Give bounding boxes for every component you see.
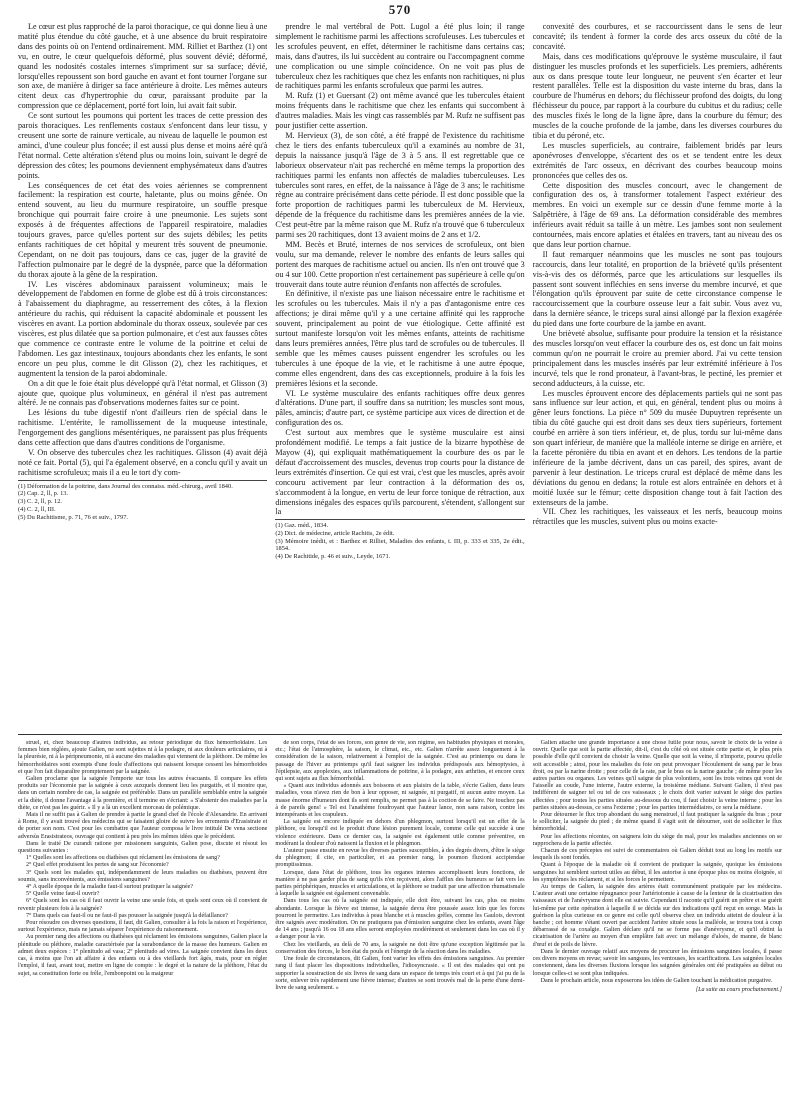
paragraph: Pour détourner le flux trop abondant du sang menstruel, il faut pratiquer la saignée du bras ; pour le solliciter, la saignée du pied ; de même quand il s'agit soit de détourner, soit de solliciter le flux hémorrhoïdal. [532,812,782,833]
paragraph: 6° Quels sont les cas où il faut ouvrir la veine une seule fois, et quels sont ceux où il convient de revenir plusieurs fois à la saignée? [18,898,268,912]
footnote: (3) Mémoire inédit, et : Barthez et Rilliet, Maladies des enfants, t. III, p. 333 et 335, 2e édit., 1854. [275,537,525,553]
paragraph: M. Rufz (1) et Guersant (2) ont même avancé que les tubercules étaient moins fréquents dans le rachitisme que chez les enfants qui succombent à d'autres maladies. Mais les vingt cas rassemblés par M. Rufz ne suffisent pas pour justifier cette assertion. [275,91,525,131]
upper-col2-footnotes [275,519,524,561]
lower-col3-body [533,740,782,985]
footnote: (4) De Rachitide, p. 46 et suiv., Leyde, 1671. [275,553,391,561]
paragraph: La saignée est encore indiquée en dehors d'un phlegmon, surtout lorsqu'il est un effet de la pléthore, ou lorsqu'il est le produit d'une lésion purement locale, comme celle qui succède à une violence extérieure. Dans ce dernier cas, la saignée est également utile comme préventive, en modérant la douleur d'où naissent la fluxion et le phlegmon. [275,819,525,847]
lower-column-3 [533,740,782,1090]
upper-column-1 [18,22,267,730]
paragraph: Cette disposition des muscles concourt, avec le changement de configuration des os, à transformer totalement l'aspect extérieur des membres. En voici un exemple sur ce dessin d'une femme morte à la Salpêtrière, à l'âge de 69 ans. La déformation considérable des membres inférieurs avait réduit sa taille à un mètre. Les jambes sont non seulement contournées, mais encore aplaties et étalées en travers, tant au niveau des os que dans leur portion charnue. [532,180,782,249]
paragraph: Dans le prochain article, nous exposerons les idées de Galien touchant la médication purgative. [540,977,773,984]
upper-article [18,22,782,730]
paragraph: Les conséquences de cet état des voies aériennes se comprennent facilement: la respiration est courte, haletante, plus ou moins gênée. On entend souvent, au lieu du murmure respiratoire, un souffle presque bronchique qui pourrait faire croire à une pneumonie. Les sujets sont exposés à de fréquentes affections de l'appareil respiratoire, maladies toujours graves, parce qu'elles portent sur des sujets débiles; les petits enfants rachitiques de cet hôpital y meurent très souvent de pneumonie. Cependant, on ne doit pas toujours, dans ce cas, juger de la gravité de l'affection pulmonaire par le degré de la dyspnée, parce que la déformation du thorax ajoute à la gêne de la respiration. [18,180,268,279]
paragraph: Chez les vieillards, au delà de 70 ans, la saignée ne doit être qu'une exception légitimée par la conservation des forces, le bon état du pouls et l'énergie de la réaction dans les maladies. [275,941,525,955]
paragraph: Dans tous les cas où la saignée est indiquée, elle doit être, suivant les cas, plus ou moins abondante. Lorsque la fièvre est intense, la saignée devra être poussée assez loin que les forces pourront le permettre. Les individus à peau blanche et à muscles grêles, comme les Gaulois, devront être saignés avec modération. On ne pratiquera pas d'émission sanguine chez les enfants, avant l'âge de 14 ans ; jusqu'à 16 ou 18 ans elles seront employées modérément et seulement dans les cas où il y a danger pour la vie. [275,898,525,941]
lower-col2-body [275,740,524,992]
continuation-note: [La suite au cours prochainement.] [695,986,782,993]
paragraph: Dans le traité De curandi ratione per missionem sanguinis, Galien pose, discute et résout les questions suivantes : [18,840,268,855]
paragraph: Une brièveté absolue, suffisante pour produire la tension et la résistance des muscles lorsqu'on veut effacer la courbure des os, est donc un fait moins commun qu'on ne pourrait le croire au premier abord. J'ai vu cette tension principalement dans les muscles insérés par leur extrémité inférieure à l'os incurvé, tels que le rond pronateur, à l'avant-bras, le pectiné, les premier et second adducteurs, à la cuisse, etc. [532,329,782,388]
paragraph: Au temps de Galien, la saignée des artères était communément pratiquée par les médecins. L'auteur avait une certaine répugnance pour l'artériotomie à cause de la lenteur de la cicatrisation des vaisseaux et de l'anévrysme dont elle est suivie. Cependant il raconte qu'il guérit un prêtre et se guérit lui-même par cette opération à laquelle il se décida sur des indications qu'il reçut en songe. Mais la guérison la plus curieuse en ce genre est celle qu'il observa chez un individu atteint de douleur à la hanche ; cet homme s'étant ouvert par accident l'artère située sous la malléole, se trouva tout à coup débarrassé de sa coxalgie. Galien déclare qu'il ne se forme pas d'anévrysme, et qu'il obtint la cicatrisation de l'artère au moyen d'un emplâtre fait avec un mélange d'aloès, de manne, de blanc d'œuf et de poils de lièvre. [532,884,782,948]
paragraph: Les lésions du tube digestif n'ont d'ailleurs rien de spécial dans le rachitisme. L'entérite, le ramollissement de la muqueuse intestinale, l'engorgement des ganglions mésentériques, ne paraissent pas plus fréquents dans cette affection que dans d'autres conditions de l'organisme. [18,408,268,448]
footnote: (3) C. 2, ll, p. 12. [18,498,63,506]
paragraph: Pour les affections récentes, on saignera loin du siège du mal, pour les maladies anciennes on se rapprochera de la partie affectée. [532,833,782,847]
paragraph: L'auteur passe ensuite en revue les diverses parties susceptibles, à des degrés divers, d'être le siège du phlegmon; il cite, en particulier, et au premier rang, le poumon fluxioni accipiendae promptissimus. [275,848,525,869]
paragraph: « Quant aux individus adonnés aux boissons et aux plaisirs de la table, s'écrie Galien, dans leurs maladies, vous n'avez rien de bon à leur opposer, ni saignée, ni purgatif, ni aucun autre moyen. La masse énorme d'humeurs dont ils sont remplis, ne permet pas à la coction de se faire. Ne touchez pas à de pareils gens! » Tel est l'anathème foudroyant que l'auteur lance, non sans raison, contre les intempérants et les crapuleux. [275,783,525,819]
paragraph: M. Hervieux (3), de son côté, a été frappé de l'existence du rachitisme chez le tiers des enfants tuberculeux qu'il a examinés au nombre de 31, depuis la naissance jusqu'à l'âge de 3 à 5 ans. Il est regrettable que ce laborieux observateur n'ait pas recherché en même temps la proportion des rachitiques parmi les enfants non affectés de maladies tuberculeuses. Les tubercules sont rares, en effet, de la naissance à l'âge de 3 ans; le rachitisme règne au contraire précisément dans cette période. Il est donc possible que la forte proportion de rachitiques parmi les tuberculeux de M. Hervieux, dépende de la fréquence du rachitisme dans les premières années de la vie. C'est peut-être par la même raison que M. Rufz n'a trouvé que 6 tuberculeux parmi ses 20 rachitiques, dont 13 avaient moins de 2 ans et 1/2. [275,130,525,240]
paragraph: En définitive, il n'existe pas une liaison nécessaire entre le rachitisme et les scrofules ou les tubercules. Mais il n'y a pas d'antagonisme entre ces affections; je dirai même qu'il y a une certaine affinité qui les rapproche souvent, principalement au point de vue étiologique. Cette affinité est surtout manifeste lorsqu'on voit les mêmes enfants, atteints de rachitisme dans leurs premières années, l'être plus tard de scrofules ou de tubercules. Il semble que les mêmes causes puissent engendrer les scrofules ou les tubercules à une époque de la vie, et le rachitisme à une autre époque, comme elles engendrent, dans des cas exceptionnels, produire à la fois les premières lésions et la seconde. [275,289,525,388]
footnote: (2) Dict. de médecine, article Rachitis, 2e édit. [275,530,395,538]
upper-column-3 [533,22,782,730]
upper-col1-body [18,22,267,478]
paragraph: Le cœur est plus rapproché de la paroi thoracique, ce qui donne lieu à une matité plus étendue du côté gauche, et à une absence du bruit respiratoire dans des points où on l'entend ordinairement. MM. Rilliet et Barthez (1) ont vu, en outre, le cœur quelquefois déformé, plus souvent dévié; déformé, quand les nodosités costales internes s'impriment sur sa surface; dévié, lorsqu'elles repoussent son bord gauche en avant et font tourner l'organe sur son axe, de manière à diriger sa face antérieure à droite. Les mêmes auteurs citent deux cas d'hypertrophie du cœur, paraissant produite par la compression que ce déplacement, porté fort loin, lui avait fait subir. [18,22,268,111]
paragraph: 5° Quelle veine faut-il ouvrir? [26,891,100,898]
upper-col3-body [533,22,782,527]
page-number: 570 [388,2,412,17]
paragraph: Galien proclame que la saignée l'emporte sur tous les autres évacuants. Il compare les effets produits sur l'économie par la saignée à ceux auxquels donnent lieu les purgatifs, et il montre que, dans un certain nombre de cas, la saignée est préférable. Dans un parallèle semblable entre la saignée et la diète, il donne l'avantage à la première, et il termine en s'écriant: « S'abstenir des maladies par la diète, ce n'est pas les guérir. » Il y a là un excellent morceau de polémique. [18,776,268,811]
paragraph: MM. Becès et Bruté, internes de nos services de scrofuleux, ont bien voulu, sur ma demande, relever le nombre des enfants de leurs salles qui portent des marques de rachitisme actuel ou ancien. Ils n'en ont trouvé que 3 ou 4 sur 100. Cette proportion n'est certainement pas supérieure à celle qu'on trouverait dans toute autre réunion d'enfants non affectés de scrofules. [275,239,525,289]
paragraph: 7° Dans quels cas faut-il ou ne faut-il pas pousser la saignée jusqu'à la défaillance? [26,912,228,919]
paragraph: Au premier rang des affections ou diathèses qui réclament les émissions sanguines, Galien place la plénitude ou pléthore, maladie caractérisée par la surabondance de la masse des humeurs. Galien en admet deux espèces : 1° plenitudo ad vasa; 2° plenitudo ad vires. La saignée convient dans les deux cas, à moins que l'on ait affaire à des enfants ou à des vieillards fort âgés, mais, pour en régler l'emploi, il faut, avant tout, mettre en ligne de compte : le degré et la nature de la pléthore, l'état du sujet, sa constitution forte ou frêle, l'embonpoint ou la maigreur [18,934,268,977]
paragraph: Mais, dans ces modifications qu'éprouve le système musculaire, il faut distinguer les muscles profonds et les superficiels. Les premiers, adhérents aux os dans presque toute leur longueur, ne peuvent s'en écarter et leur restent parallèles. Telle est la disposition du vaste interne du bras, dans la courbure de l'humérus en dehors; du fléchisseur profond des doigts, du long fléchisseur du pouce, par rapport à la courbure du cubitus et du radius; celle des muscles fixés le long de la ligne âpre, dans la courbure du fémur; des muscles de la couche profonde de la jambe, dans les diverses courbures du tibia et du péroné, etc. [532,51,782,140]
lower-article [18,740,782,1090]
paragraph: IV. Les viscères abdominaux paraissent volumineux; mais le développement de l'abdomen en forme de globe est dû à trois circonstances: à l'abaissement du diaphragme, au resserrement des côtes, à la flexion antérieure du rachis, qui réduisent la capacité abdominale et poussent les viscères en avant. La portion abdominale du thorax osseux, soulevée par ces viscères, est plus dilatée que sa portion pulmonaire, et c'est aux fausses côtes que commence ce contraste entre le volume de la poitrine et celui de l'abdomen. Les gaz intestinaux, toujours abondants chez les enfants, le sont encore un peu plus, comme le dit Glisson (2), chez les rachitiques, et augmentent la tension de la paroi abdominale. [18,279,268,378]
paragraph: Quant à l'époque de la maladie où il convient de pratiquer la saignée, quoique les émissions sanguines lui semblent surtout utiles au début, il les autorise à une époque plus ou moins éloignée, si les symptômes les réclament, et si les forces le permettent. [532,862,782,883]
paragraph: VI. Le système musculaire des enfants rachitiques offre deux genres d'altérations. D'une part, il souffre dans sa nutrition; les muscles sont mous, pâles, amincis; d'autre part, ce système participe aux vices de direction et de configuration des os. [275,388,525,428]
paragraph: Les muscles superficiels, au contraire, faiblement bridés par leurs aponévroses d'enveloppe, s'écartent des os et se tendent entre les deux extrémités de l'arc osseux, en décrivant des courbes beaucoup moins prononcées que celles des os. [532,140,782,180]
paragraph: V. On observe des tubercules chez les rachitiques. Glisson (4) avait déjà noté ce fait. Portal (5), qui l'a également observé, en a conclu qu'il y avait un rachitisme scrofuleux; mais il a eu le tort d'y com- [18,447,268,477]
lower-column-1 [18,740,267,1090]
paragraph: Dans le dernier ouvrage relatif aux moyens de procurer les émissions sanguines locales, il passe ces divers moyens en revue; savoir les sangsues, les ventouses, les scarifications. Les saignées locales conviennent, dans les diverses fluxions lorsque les saignées générales ont été pratiquées au début ou lorsque celles-ci se sont plus indiquées. [532,948,782,977]
upper-column-2 [275,22,524,730]
paragraph: 4° A quelle époque de la maladie faut-il surtout pratiquer la saignée? [26,884,194,891]
paragraph: Mais il ne suffit pas à Galien de prendre à partie le grand chef de l'école d'Alexandrie. En arrivant à Rome, il y avait trouvé des médecins qui se faisaient gloire de suivre les errements d'Erasistrate et de porter son nom. C'est pour les combattre que l'auteur composa le livre intitulé De vena sectione adversùs Erasistrateos, ouvrage qui contient à peu près les mêmes idées que le précédent. [18,812,268,840]
paragraph: 2° Quel effet produisent les pertes de sang sur l'économie? [26,862,169,869]
paragraph: Chacun de ces préceptes est suivi de commentaires où Galien déduit tout au long les motifs sur lesquels ils sont fondés. [532,848,782,862]
paragraph: prendre le mal vertébral de Pott. Lugol a été plus loin; il range simplement le rachitisme parmi les affections scrofuleuses. Les tubercules et les scrofules peuvent, en effet, déterminer le rachitisme dans certains cas; mais, dans d'autres, ils lui succèdent au contraire ou l'accompagnent comme une complication ou une simple coïncidence. On ne voit pas plus de tuberculeux chez les rachitiques que chez les enfants non rachitiques, ni plus de rachitiques parmi les enfants scrofuleux que parmi les autres. [275,22,525,91]
paragraph: 1° Quelles sont les affections ou diathèses qui réclament les émissions de sang? [26,855,220,862]
paragraph: Une foule de circonstances, dit Galien, font varier les effets des émissions sanguines. Au premier rang il faut placer les dispositions individuelles, l'idiosyncrasie. « Il est des malades qui ont pu supporter la soustraction de six livres de sang dans un espace de temps très court et à qui j'ai pu de la sorte, enlever très rapidement une fièvre intense; d'autres se sont trouvés mal de la perte d'une demi-livre de sang seulement. » [275,956,525,991]
footnote: (1) Gaz. méd., 1834. [275,522,329,530]
paragraph: C'est surtout aux membres que le système musculaire est ainsi profondément modifié. Le temps a fait justice de la bizarre hypothèse de Mayow (4), qui expliquait mathématiquement la courbure des os par le défaut d'accroissement des muscles, devenus trop courts pour la distance de leurs extrémités d'insertion. Ce qui est vrai, c'est que les muscles, après avoir concouru activement par leur contraction à la déformation des os, s'accommodent à la longue, en vertu de leur force tonique de rétraction, aux dimensions inégales des espaces qu'ils parcourent, s'étendent, s'allongent sur la [275,428,525,517]
paragraph: Lorsque, dans l'état de pléthore, tous les organes internes accomplissent leurs fonctions, de manière à ne pas garder plus de sang qu'ils n'en reçoivent, alors l'afflux des humeurs se fait vers les parties périphériques, muscles et articulations, et la pléthore se traduit par une affection rhumatismale à laquelle la saignée est également convenable. [275,869,525,898]
lower-column-2 [275,740,524,1090]
upper-col1-footnotes [18,480,267,522]
paragraph: Galien attache une grande importance à une chose futile pour nous, savoir le choix de la veine à ouvrir. Quelle que soit la partie affectée, dit-il, c'est du côté où est située cette partie et, le plus près possible d'elle qu'il convient de choisir la veine. Quelle que soit la veine, il n'importe, pourvu qu'elle soit accessible ; ainsi, pour les maladies du foie on peut provoquer l'écoulement de sang par le bras droit, ou par la narine droite ; pour celle de la rate, par le bras ou la narine gauche ; de même pour les autres parties ou organes. Les veines qu'il saigne de plus volontiers, sont les trois veines qui vont de l'aisselle au coude, l'une interne, l'autre externe, la troisième médiane. Suivant Galien, il n'est pas indifférent de saigner tel ou tel de ces vaisseaux ; le choix doit varier suivant le siège des parties affectées ; pour toutes les parties situées au-dessous du cou, il faut choisir la veine interne ; pour les parties situées au-dessus, ce sera l'externe ; pour les parties intermédiaires, ce sera la médiane. [532,740,782,811]
upper-col2-body [275,22,524,517]
paragraph: struel, et, chez beaucoup d'autres individus, au retour périodique du flux hémorrhoïdaire. Les femmes bien réglées, ajoute Galien, ne sont sujettes ni à la podagre, ni aux douleurs articulaires, ni à la pleurésie, ni à la péripneumonie, ni à aucune des maladies qui viennent de la pléthore. De même les hémorrhoïdaires sont exempts d'une foule d'affections qui naissent lorsque cessent les hémorrhoïdes et que l'on fait disparaître promptement par la saignée. [18,740,268,775]
paragraph: convexité des courbures, et se raccourcissent dans le sens de leur concavité; ils tendent à former la corde des arcs osseux du côté de la concavité. [532,22,782,51]
footnote: (2) Cap. 2, ll, p. 13. [18,490,69,498]
paragraph: VII. Chez les rachitiques, les vaisseaux et les nerfs, beaucoup moins rétractiles que les muscles, suivent plus ou moins exacte- [532,507,782,527]
paragraph: Pour résoudre ces diverses questions, il faut, dit Galien, consulter à la fois la raison et l'expérience, surtout l'expérience, mais ne jamais séparer l'expérience du raisonnement. [18,920,268,934]
paragraph: Ce sont surtout les poumons qui portent les traces de cette pression des parois thoraciques. Les renflements costaux s'enfoncent dans leur tissu, y creusent une sorte de rainure verticale, au niveau de laquelle le poumon est aminci, d'une couleur plus foncée; il est aussi plus dense et moins aéré qu'à l'état normal. Cette altération s'étend plus ou moins loin, suivant le degré de dépression des côtes; les poumons deviennent emphysémateux dans d'autres points. [18,111,268,180]
footnote: (4) C. 2, ll, III. [18,505,56,513]
lower-col1-body [18,740,267,978]
footnote: (5) Du Rachitisme, p. 71, 76 et suiv., 1797. [18,513,128,521]
paragraph: On a dit que le foie était plus développé qu'à l'état normal, et Glisson (3) ajoute que, quoique plus volumineux, en général il n'est pas autrement altéré. Je ne connais pas d'observations modernes faites sur ce point. [18,378,268,408]
footnote: (1) Déformation de la poitrine, dans Journal des connaiss. méd.-chirurg., avril 1840. [18,482,233,490]
paragraph: 3° Quels sont les malades qui, indépendamment de leurs maladies ou diathèses, peuvent être soumis, sans inconvénients, aux émissions sanguines? [18,869,268,883]
paragraph: Il faut remarquer néanmoins que les muscles ne sont pas toujours raccourcis, dans leur totalité, en proportion de la brièveté qu'ils présentent vis-à-vis des os déformés, parce que les articulations sur lesquelles ils passent sont souvent infléchies en sens inverse du membre incurvé, et que l'élongation qu'ils éprouvent par suite de cette circonstance compense le raccourcissement que la courbure osseuse leur a fait subir. Vous avez vu, dans la dernière séance, le triceps sural ainsi allongé par la flexion exagérée du pied dans une forte courbure de la jambe en avant. [532,249,782,329]
paragraph: de son corps, l'état de ses forces, son genre de vie, son régime, ses habitudes physiques et morales, etc.; l'état de l'atmosphère, la saison, le climat, etc., etc. Galien n'arrête assez longuement à la considération de la saison, relativement à l'emploi de la saignée. C'est au printemps ou dans le passage de l'hiver au printemps qu'il faut saigner les individus prédisposés aux hémoptysies, à l'épilepsie, aux apoplexies, aux inflammations de poitrine, à la podagre, aux arthrites, et encore ceux qui sont sujets au flux hémorrhoïdal. [275,740,525,783]
section-divider [18,734,782,735]
paragraph: Les muscles éprouvent encore des déplacements partiels qui ne sont pas sans influence sur leur action, et qui, en général, tendent plus ou moins à gêner leurs fonctions. La pièce n° 509 du musée Dupuytren représente un tibia du côté gauche qui est droit dans ses deux tiers supérieurs, fortement courbé en arrière à son tiers inférieur, et, de plus, tordu sur lui-même dans son quart inférieur, de manière que la malléole interne se dirige en arrière, et la facette péronière du tibia en avant et en dehors. Les tendons de la partie inférieure de la jambe décrivent, dans un cas pareil, des spires, avant de parvenir à leur destination. Le triceps crural est déplacé de même dans les déviations du genou en dedans; la rotule est alors entraînée en dehors et à moitié luxée sur le fémur; cette disposition change tout à fait l'action des extenseurs de la jambe. [532,388,782,507]
